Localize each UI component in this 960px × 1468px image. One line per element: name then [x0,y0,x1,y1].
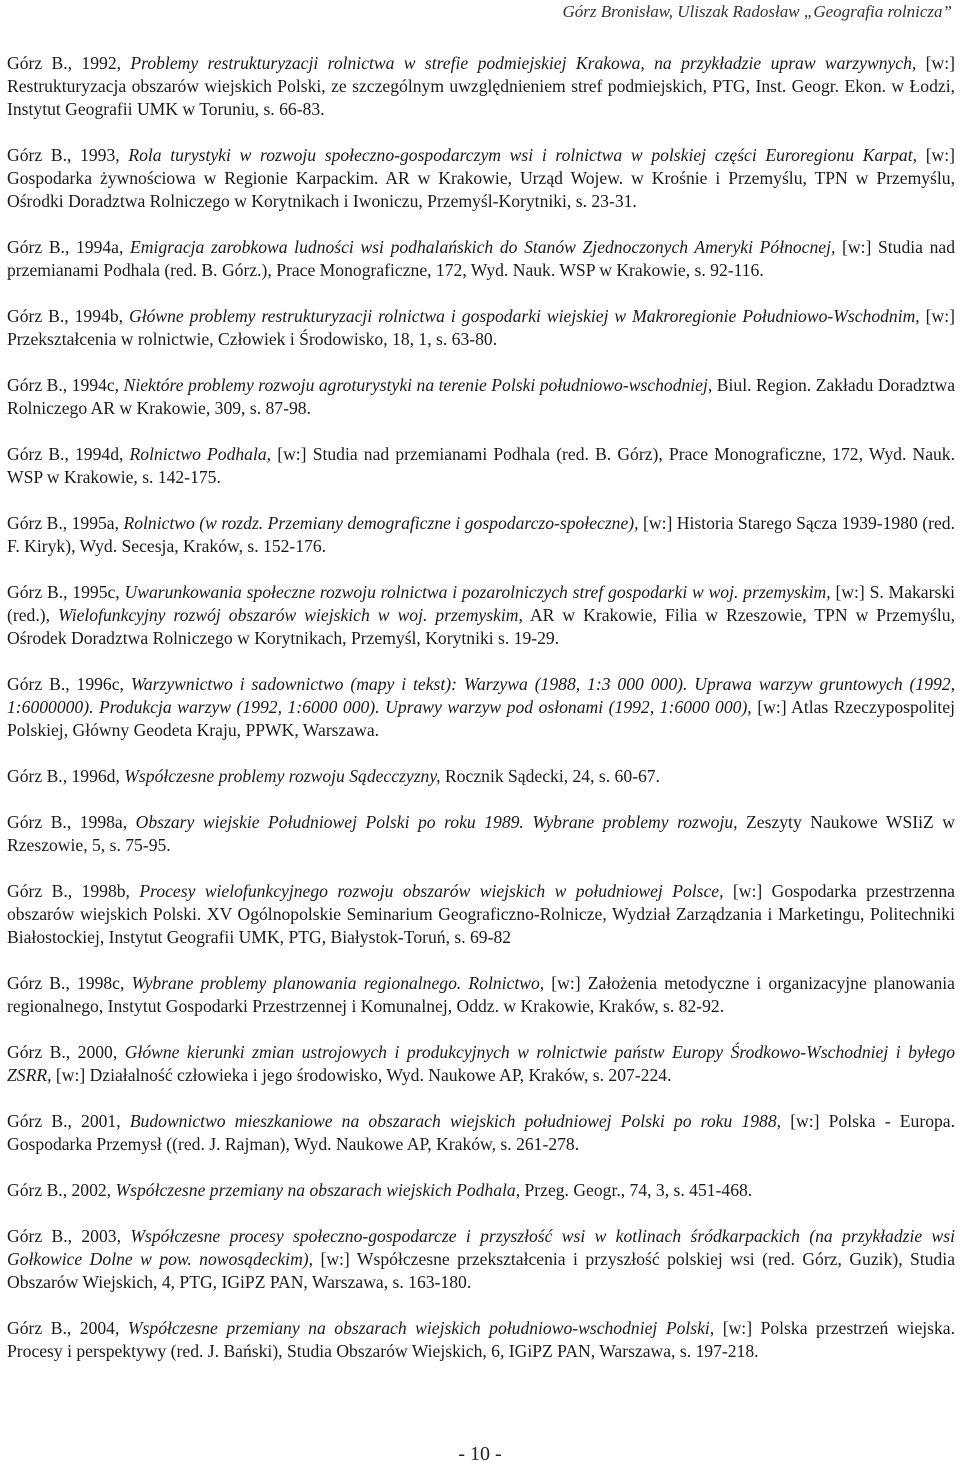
reference-text: [w:] Restrukturyzacja obszarów wiejskich Polski, ze szczególnym uwzględnieniem stref podmiejskich, PTG, Inst. Geogr. Ekon. w Łodzi, Instytut Geografii UMK w Toruniu, s. 66-83. [7,53,955,119]
reference-text: Rocznik Sądecki, 24, s. 60-67. [440,766,660,786]
reference-entry [7,443,955,489]
reference-text: Górz B., 1994b, [7,306,129,326]
reference-text: [w:] Polska przestrzeń wiejska. Procesy i perspektywy (red. J. Bański), Studia Obszarów Wiejskich, 6, IGiPZ PAN, Warszawa, s. 197-218. [7,1318,955,1361]
reference-title: Rolnictwo (w rozdz. Przemiany demograficzne i gospodarczo-społeczne), [123,513,639,533]
reference-entry [7,374,955,420]
reference-text: Górz B., 1998c, [7,973,132,993]
reference-text: [w:] S. Makarski (red.), [7,582,956,625]
reference-entry [7,1179,955,1202]
running-header: Górz Bronisław, Uliszak Radosław „Geografia rolnicza” [562,2,952,21]
reference-entry [7,765,955,788]
reference-text: Górz B., 1996d, [7,766,125,786]
reference-text: Górz B., 1994d, [7,444,130,464]
reference-text: [w:] Atlas Rzeczypospolitej Polskiej, Główny Geodeta Kraju, PPWK, Warszawa. [7,697,955,740]
reference-entry [7,1041,955,1087]
reference-entry [7,236,955,282]
reference-title: Rolnictwo Podhala, [129,444,272,464]
reference-title: Wybrane problemy planowania regionalnego. Rolnictwo, [131,973,545,993]
reference-text: [w:] Polska - Europa. Gospodarka Przemysł ((red. J. Rajman), Wyd. Naukowe AP, Kraków, s. 261-278. [7,1111,955,1154]
reference-title: Wielofunkcyjny rozwój obszarów wiejskich w woj. przemyskim, [58,605,523,625]
reference-text: Górz B., 2003, [7,1226,131,1246]
reference-text: Górz B., 1998a, [7,812,136,832]
reference-title: Budownictwo mieszkaniowe na obszarach wiejskich południowej Polski po roku 1988, [129,1111,782,1131]
reference-title: Główne kierunki zmian ustrojowych i produkcyjnych w rolnictwie państw Europy Środkowo-Wschodniej i byłego ZSRR, [7,1042,955,1085]
reference-title: Procesy wielofunkcyjnego rozwoju obszarów wiejskich w południowej Polsce, [139,881,724,901]
reference-text: Górz B., 1998b, [7,881,140,901]
reference-text: Górz B., 2002, [7,1180,116,1200]
reference-entry [7,512,955,558]
reference-text: [w:] Założenia metodyczne i organizacyjne planowania regionalnego, Instytut Gospodarki Przestrzennej i Komunalnej, Oddz. w Krakowie, Kraków, s. 82-92. [7,973,955,1016]
reference-text: [w:] Działalność człowieka i jego środowisko, Wyd. Naukowe AP, Kraków, s. 207-224. [51,1065,672,1085]
reference-entry [7,144,955,213]
reference-entry [7,581,955,650]
reference-text: [w:] Gospodarka przestrzenna obszarów wiejskich Polski. XV Ogólnopolskie Seminarium Geograficzno-Rolnicze, Wydział Zarządzania i Marketingu, Politechniki Białostockiej, Instytut Geografii UMK, PTG, Białystok-Toruń, s. 69-82 [7,881,955,947]
reference-entry [7,1225,955,1294]
reference-entry [7,673,955,742]
reference-title: Obszary wiejskie Południowej Polski po roku 1989. Wybrane problemy rozwoju, [135,812,738,832]
reference-title: Warzywnictwo i sadownictwo (mapy i tekst): Warzywa (1988, 1:3 000 000). Uprawa warzyw gruntowych (1992, 1:6000000). Produkcja warzyw (1992, 1:6000 000). Uprawy warzyw pod osłonami (1992, 1:6000 000), [7,674,955,717]
reference-text: Górz B., 1993, [7,145,129,165]
reference-text: Górz B., 1992, [7,53,131,73]
reference-entry [7,880,955,949]
reference-entry [7,1110,955,1156]
reference-title: Współczesne przemiany na obszarach wiejskich Podhala, [115,1180,521,1200]
reference-title: Emigracja zarobkowa ludności wsi podhalańskich do Stanów Zjednoczonych Ameryki Północnej, [130,237,836,257]
reference-text: Przeg. Geogr., 74, 3, s. 451-468. [520,1180,753,1200]
bibliography-list [7,52,955,1386]
reference-text: Biul. Region. Zakładu Doradztwa Rolniczego AR w Krakowie, 309, s. 87-98. [7,375,956,418]
reference-text: [w:] Przekształcenia w rolnictwie, Człowiek i Środowisko, 18, 1, s. 63-80. [7,306,955,349]
reference-text: [w:] Studia nad przemianami Podhala (red. B. Górz.), Prace Monograficzne, 172, Wyd. Nauk. WSP w Krakowie, s. 92-116. [7,237,956,280]
reference-text: Górz B., 1995a, [7,513,124,533]
reference-title: Współczesne procesy społeczno-gospodarcze i przyszłość wsi w kotlinach śródkarpackich (na przykładzie wsi Gołkowice Dolne w pow. nowosądeckim), [7,1226,956,1269]
reference-text: Górz B., 1994c, [7,375,124,395]
reference-text: Zeszyty Naukowe WSIiZ w Rzeszowie, 5, s. 75-95. [7,812,956,855]
reference-text: Górz B., 2001, [7,1111,130,1131]
reference-entry [7,1317,955,1363]
reference-entry [7,52,955,121]
reference-text: [w:] Gospodarka żywnościowa w Regionie Karpackim. AR w Krakowie, Urząd Wojew. w Krośnie i Przemyślu, TPN w Przemyślu, Ośrodki Doradztwa Rolniczego w Korytnikach i Iwoniczu, Przemyśl-Korytniki, s. 23-31. [7,145,956,211]
reference-title: Problemy restrukturyzacji rolnictwa w strefie podmiejskiej Krakowa, na przykładzie upraw warzywnych, [130,53,917,73]
reference-entry [7,811,955,857]
reference-text: Górz B., 1995c, [7,582,125,602]
reference-text: [w:] Studia nad przemianami Podhala (red. B. Górz), Prace Monograficzne, 172, Wyd. Nauk. WSP w Krakowie, s. 142-175. [7,444,956,487]
reference-title: Współczesne przemiany na obszarach wiejskich południowo-wschodniej Polski, [127,1318,715,1338]
reference-title: Główne problemy restrukturyzacji rolnictwa i gospodarki wiejskiej w Makroregionie Południowo-Wschodnim, [128,306,920,326]
page-number: - 10 - [458,1443,502,1465]
reference-text: AR w Krakowie, Filia w Rzeszowie, TPN w Przemyślu, Ośrodek Doradztwa Rolniczego w Korytnikach, Przemyśl, Korytniki s. 19-29. [7,605,955,648]
reference-title: Uwarunkowania społeczne rozwoju rolnictwa i pozarolniczych stref gospodarki w woj. przemyskim, [124,582,831,602]
reference-entry [7,305,955,351]
reference-title: Niektóre problemy rozwoju agroturystyki na terenie Polski południowo-wschodniej, [123,375,713,395]
reference-text: [w:] Współczesne przekształcenia i przyszłość polskiej wsi (red. Górz, Guzik), Studia Obszarów Wiejskich, 4, PTG, IGiPZ PAN, Warszawa, s. 163-180. [7,1249,956,1292]
reference-text: Górz B., 1994a, [7,237,131,257]
reference-text: [w:] Historia Starego Sącza 1939-1980 (red. F. Kiryk), Wyd. Secesja, Kraków, s. 152-176. [7,513,955,556]
reference-text: Górz B., 2000, [7,1042,125,1062]
reference-title: Współczesne problemy rozwoju Sądecczyzny, [124,766,441,786]
reference-text: Górz B., 2004, [7,1318,128,1338]
reference-text: Górz B., 1996c, [7,674,131,694]
reference-title: Rola turystyki w rozwoju społeczno-gospodarczym wsi i rolnictwa w polskiej części Euroregionu Karpat, [128,145,917,165]
reference-entry [7,972,955,1018]
